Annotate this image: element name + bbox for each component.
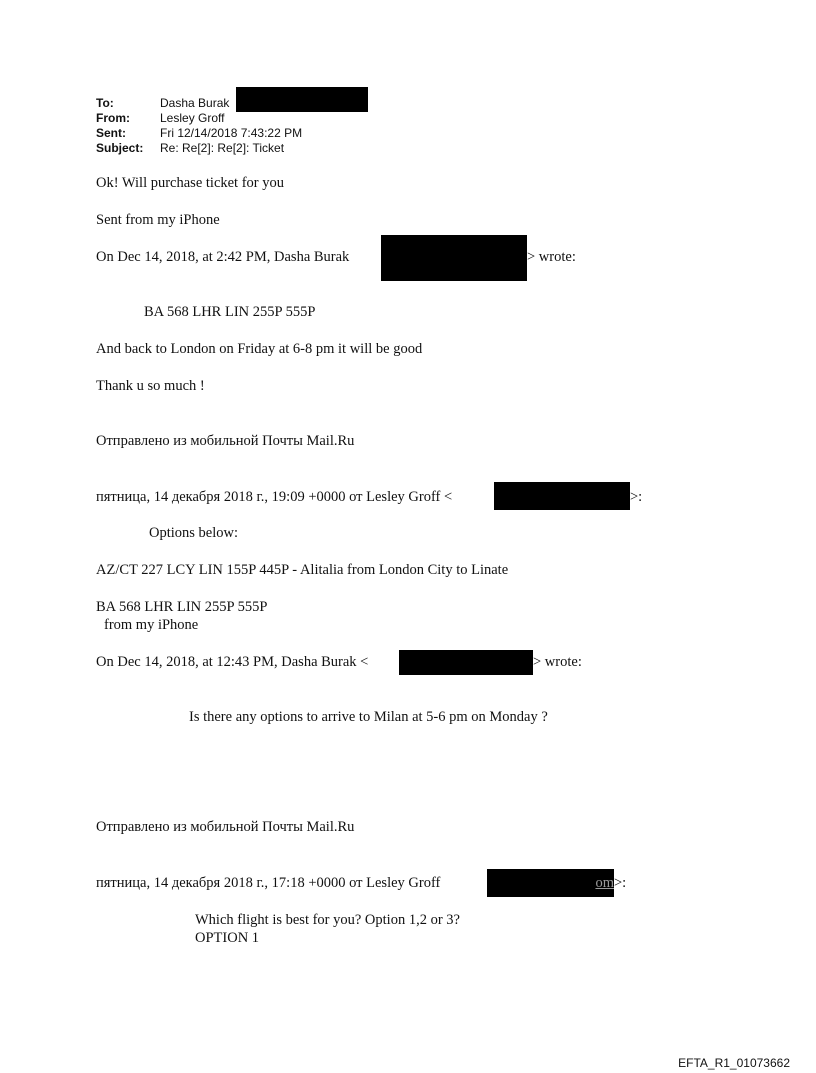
option-1-label: OPTION 1 (195, 930, 260, 946)
thanks-line: Thank u so much ! (96, 378, 205, 394)
redaction-box (381, 235, 527, 281)
signature-line: Sent from my iPhone (96, 212, 220, 228)
from-label: From: (96, 111, 130, 125)
quote-header-1 (96, 248, 349, 266)
document-id: EFTA_R1_01073662 (678, 1056, 790, 1070)
option-alitalia: AZ/CT 227 LCY LIN 155P 445P - Alitalia from London City to Linate (96, 562, 509, 578)
quote-header-2-end: > wrote: (533, 654, 582, 670)
sent-value: Fri 12/14/2018 7:43:22 PM (160, 126, 303, 140)
redaction-box (236, 87, 368, 112)
russian-quote-header-1-end: >: (630, 489, 643, 505)
russian-quote-header-2: пятница, 14 декабря 2018 г., 17:18 +0000 от Lesley Groff (96, 875, 441, 891)
mailru-signature: Отправлено из мобильной Почты Mail.Ru (96, 819, 355, 835)
to-label: To: (96, 96, 114, 110)
redaction-box (399, 650, 533, 675)
quote-header-2: On Dec 14, 2018, at 12:43 PM, Dasha Burak < (96, 654, 369, 670)
options-heading: Options below: (149, 525, 239, 541)
russian-quote-header-2-close: >: (614, 875, 627, 891)
redaction-box (494, 482, 630, 510)
mailru-signature: Отправлено из мобильной Почты Mail.Ru (96, 433, 355, 449)
option-british-airways: BA 568 LHR LIN 255P 555P (96, 599, 268, 615)
subject-value: Re: Re[2]: Re[2]: Ticket (160, 141, 285, 155)
sent-label: Sent: (96, 126, 126, 140)
from-value: Lesley Groff (160, 111, 225, 125)
russian-quote-header-1: пятница, 14 декабря 2018 г., 19:09 +0000 от Lesley Groff < (96, 489, 453, 505)
russian-quote-header-2-end (595, 874, 627, 892)
reply-line: Ok! Will purchase ticket for you (96, 175, 284, 191)
subject-label: Subject: (96, 141, 144, 155)
flight-option-ba: BA 568 LHR LIN 255P 555P (144, 304, 316, 320)
which-flight-question: Which flight is best for you? Option 1,2 or 3? (195, 912, 460, 928)
quote-header-1-end: > wrote: (527, 249, 576, 265)
sent-row (96, 126, 366, 141)
from-row (96, 111, 366, 126)
subject-row (96, 141, 366, 156)
return-request: And back to London on Friday at 6-8 pm it will be good (96, 341, 423, 357)
to-name: Dasha Burak (160, 96, 230, 110)
from-iphone-line: from my iPhone (104, 617, 199, 633)
email-link-fragment[interactable]: om (595, 875, 614, 891)
quote-header-1-text: On Dec 14, 2018, at 2:42 PM, Dasha Burak (96, 249, 350, 265)
milan-question: Is there any options to arrive to Milan at 5-6 pm on Monday ? (189, 709, 548, 725)
